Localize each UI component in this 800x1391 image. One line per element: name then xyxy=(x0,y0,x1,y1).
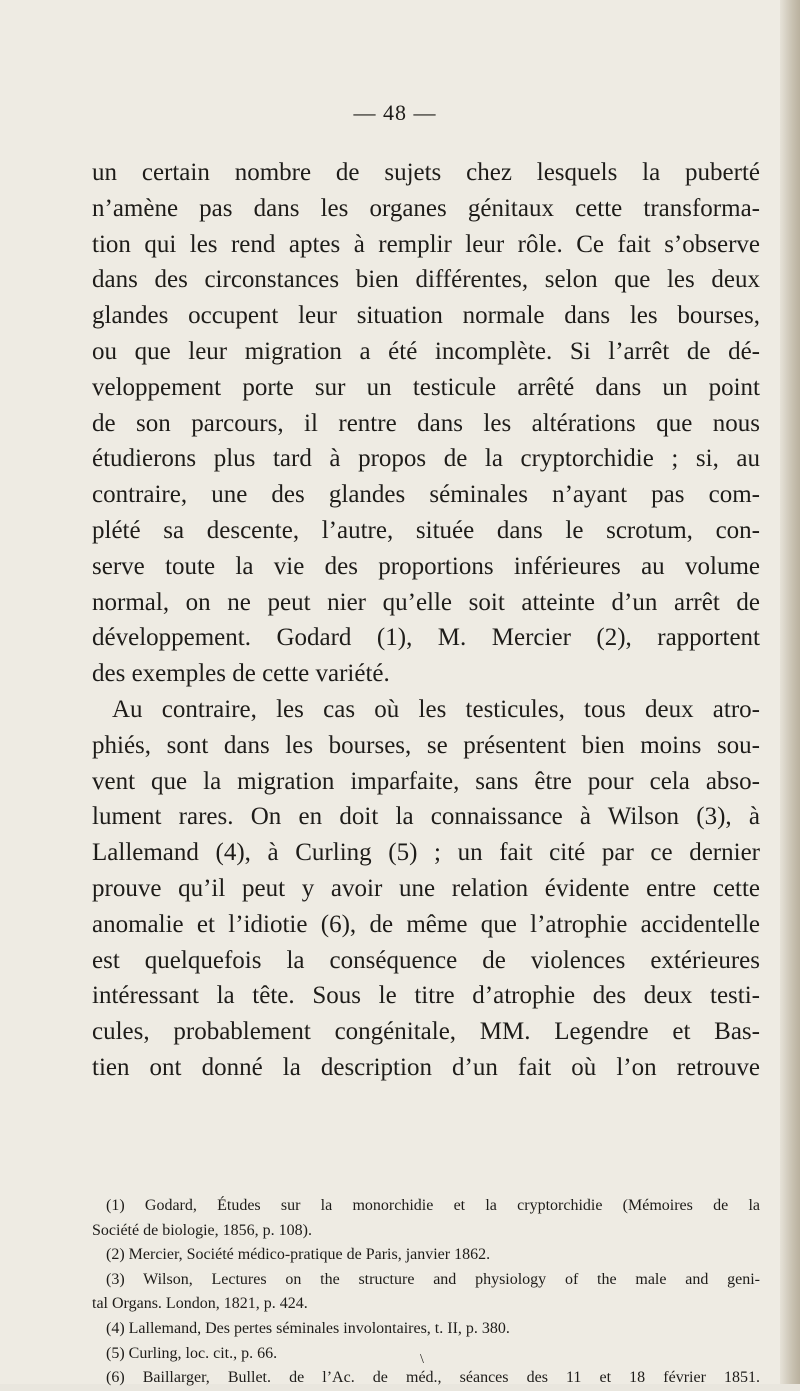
text-line: étudierons plus tard à propos de la cryptorchidie ; si, au xyxy=(92,445,760,473)
text-line: Au contraire, les cas où les testicules, tous deux atro- xyxy=(112,695,760,723)
text-line: un certain nombre de sujets chez lesquels la puberté xyxy=(92,159,760,186)
text-line: normal, on ne peut nier qu’elle soit atteinte d’un arrêt de xyxy=(92,588,760,616)
stray-mark: \ xyxy=(420,1352,424,1367)
footnote-line: (2) Mercier, Société médico-pratique de Paris, janvier 1862. xyxy=(106,1246,491,1264)
text-line: Lallemand (4), à Curling (5) ; un fait cité par ce dernier xyxy=(92,839,760,867)
text-line: de son parcours, il rentre dans les altérations que nous xyxy=(92,409,760,437)
footnote-line: (5) Curling, loc. cit., p. 66. xyxy=(106,1344,278,1362)
text-line: phiés, sont dans les bourses, se présentent bien moins sou- xyxy=(92,731,760,759)
text-line: n’amène pas dans les organes génitaux cette transforma- xyxy=(92,194,760,222)
footnote-line: Société de biologie, 1856, p. 108). xyxy=(92,1221,312,1239)
text-line: cules, probablement congénitale, MM. Legendre et Bas- xyxy=(92,1018,760,1046)
text-line: tien ont donné la description d’un fait où l’on retrouve xyxy=(92,1053,760,1081)
text-line: lument rares. On en doit la connaissance à Wilson (3), à xyxy=(92,803,760,831)
footnote-line: tal Organs. London, 1821, p. 424. xyxy=(92,1295,308,1313)
text-line: contraire, une des glandes séminales n’ayant pas com- xyxy=(92,481,760,509)
footnote-line: (1) Godard, Études sur la monorchidie et la cryptorchidie (Mémoires de la xyxy=(106,1197,760,1214)
text-line: veloppement porte sur un testicule arrêté dans un point xyxy=(92,373,760,401)
text-line: des exemples de cette variété. xyxy=(92,660,390,688)
text-line: anomalie et l’idiotie (6), de même que l’atrophie accidentelle xyxy=(92,910,760,938)
footnote-line: (6) Baillarger, Bullet. de l’Ac. de méd., séances des 11 et 18 février 1851. xyxy=(106,1369,760,1387)
text-line: prouve qu’il peut y avoir une relation évidente entre cette xyxy=(92,874,760,902)
body-text xyxy=(92,155,760,1086)
text-line: serve toute la vie des proportions inférieures au volume xyxy=(92,552,760,580)
text-line: est quelquefois la conséquence de violences extérieures xyxy=(92,946,760,974)
text-line: glandes occupent leur situation normale dans les bourses, xyxy=(92,302,760,330)
text-line: vent que la migration imparfaite, sans être pour cela abso- xyxy=(92,767,760,795)
text-line: intéressant la tête. Sous le titre d’atrophie des deux testi- xyxy=(92,982,760,1010)
footnote-line: (4) Lallemand, Des pertes séminales involontaires, t. II, p. 380. xyxy=(106,1319,510,1337)
text-line: dans des circonstances bien différentes, selon que les deux xyxy=(92,266,760,294)
footnote-line: (3) Wilson, Lectures on the structure and physiology of the male and geni- xyxy=(106,1270,760,1288)
page-edge-shadow xyxy=(780,0,800,1384)
text-line: tion qui les rend aptes à remplir leur rôle. Ce fait s’observe xyxy=(92,230,760,258)
footnotes xyxy=(92,1194,760,1391)
text-line: développement. Godard (1), M. Mercier (2), rapportent xyxy=(92,624,760,652)
text-line: plété sa descente, l’autre, située dans le scrotum, con- xyxy=(92,516,760,544)
text-line: ou que leur migration a été incomplète. Si l’arrêt de dé- xyxy=(92,337,760,365)
page-number: — 48 — xyxy=(353,100,437,125)
